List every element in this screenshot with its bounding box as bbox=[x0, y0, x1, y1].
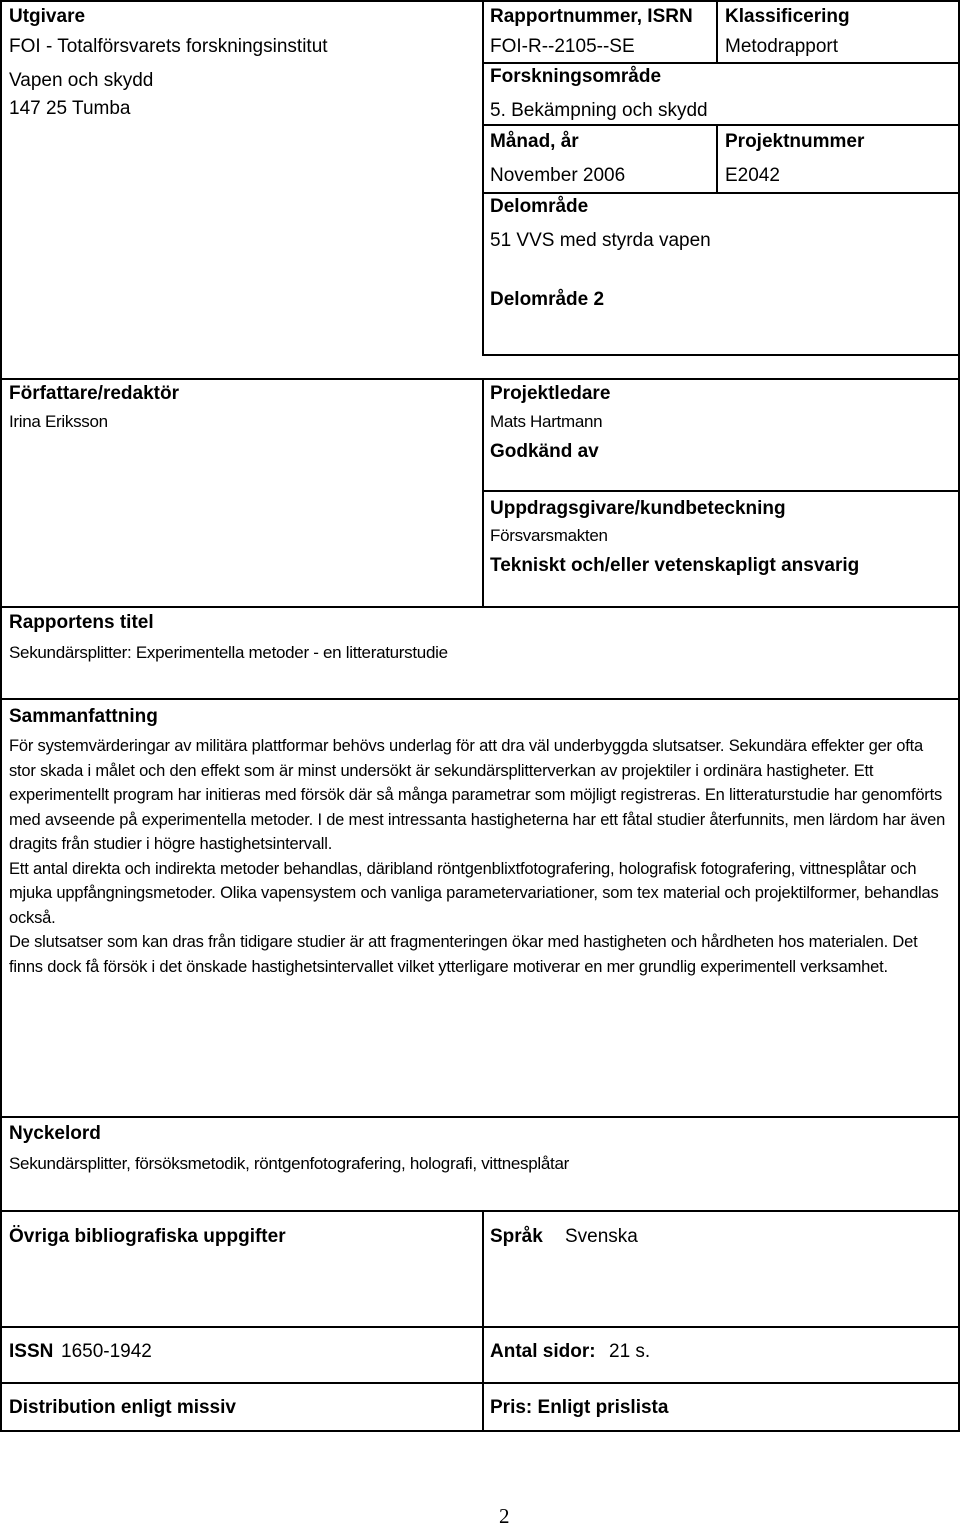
price-label: Pris: Enligt prislista bbox=[490, 1397, 669, 1418]
publisher-heading: Utgivare bbox=[9, 6, 86, 27]
author-value: Irina Eriksson bbox=[9, 412, 108, 431]
summary-paragraph: För systemvärderingar av militära plattformar behövs underlag för att dra väl underbyggda slutsatser. Sekundära effekter ger ofta stor skada i målet och den effekt som är minst undersökt är sekundärsplitterverkan av projektiler i ordinära hastigheter. Ett experimentellt program har initieras med försök där så många parametrar som möjligt registreras. En litteraturstudie har genomförts med avseende på experimentella metoder. I de mest intressanta hastigheterna har ett fåtal studier återfunnits, men lärdom har även dragits från studier i högre hastighetsintervall. bbox=[9, 737, 946, 853]
month-year-value: November 2006 bbox=[490, 165, 626, 186]
responsible-label: Tekniskt och/eller vetenskapligt ansvarig bbox=[490, 555, 860, 576]
client-value: Försvarsmakten bbox=[490, 526, 608, 545]
report-number-value: FOI-R--2105--SE bbox=[490, 36, 635, 57]
project-leader-label: Projektledare bbox=[490, 383, 611, 404]
summary-paragraph: De slutsatser som kan dras från tidigare studier är att fragmenteringen ökar med hastigheten och hårdheten hos materialen. Det finns dock få försök i det önskade hastighetsintervallet vilket ytterligare motiverar en mer grundlig experimentell verksamhet. bbox=[9, 933, 918, 976]
language-value: Svenska bbox=[565, 1226, 638, 1247]
other-info-label: Övriga bibliografiska uppgifter bbox=[9, 1226, 286, 1247]
research-area-value: 5. Bekämpning och skydd bbox=[490, 100, 708, 121]
publisher-line-2: Vapen och skydd bbox=[9, 70, 154, 91]
summary-paragraph: Ett antal direkta och indirekta metoder behandlas, däribland röntgenblixtfotografering, holografisk fotografering, vittnesplåtar och mjuka uppfångningsmetoder. Olika vapensystem och vanliga parametervariationer, som tex material och projektilformer, behandlas också. bbox=[9, 859, 939, 927]
report-number-label: Rapportnummer, ISRN bbox=[490, 6, 693, 27]
pages-label: Antal sidor: bbox=[490, 1341, 596, 1362]
publisher-line-1: FOI - Totalförsvarets forskningsinstitut bbox=[9, 36, 328, 57]
summary-label: Sammanfattning bbox=[9, 706, 158, 727]
approved-by-label: Godkänd av bbox=[490, 441, 599, 462]
research-area-label: Forskningsområde bbox=[490, 66, 662, 87]
sub-area-value: 51 VVS med styrda vapen bbox=[490, 230, 711, 251]
classification-label: Klassificering bbox=[725, 6, 850, 27]
distribution-label: Distribution enligt missiv bbox=[9, 1397, 236, 1418]
classification-value: Metodrapport bbox=[725, 36, 839, 57]
publisher-line-3: 147 25 Tumba bbox=[9, 98, 131, 119]
issn-value: 1650-1942 bbox=[61, 1341, 152, 1362]
project-number-label: Projektnummer bbox=[725, 131, 865, 152]
keywords-label: Nyckelord bbox=[9, 1123, 101, 1144]
keywords-value: Sekundärsplitter, försöksmetodik, röntgenfotografering, holografi, vittnesplåtar bbox=[9, 1154, 569, 1173]
language-label: Språk bbox=[490, 1226, 543, 1247]
month-year-label: Månad, år bbox=[490, 131, 579, 152]
project-number-value: E2042 bbox=[725, 165, 780, 186]
author-label: Författare/redaktör bbox=[9, 383, 179, 404]
pages-value: 21 s. bbox=[609, 1341, 651, 1362]
report-title-value: Sekundärsplitter: Experimentella metoder - en litteraturstudie bbox=[9, 643, 448, 662]
page-number: 2 bbox=[499, 1504, 510, 1528]
report-title-label: Rapportens titel bbox=[9, 612, 154, 633]
sub-area-label: Delområde bbox=[490, 196, 589, 217]
issn-label: ISSN bbox=[9, 1341, 54, 1362]
project-leader-value: Mats Hartmann bbox=[490, 412, 603, 431]
sub-area-2-label: Delområde 2 bbox=[490, 289, 605, 310]
client-label: Uppdragsgivare/kundbeteckning bbox=[490, 498, 786, 519]
summary-body bbox=[9, 734, 949, 979]
frame-language bbox=[482, 1210, 960, 1328]
